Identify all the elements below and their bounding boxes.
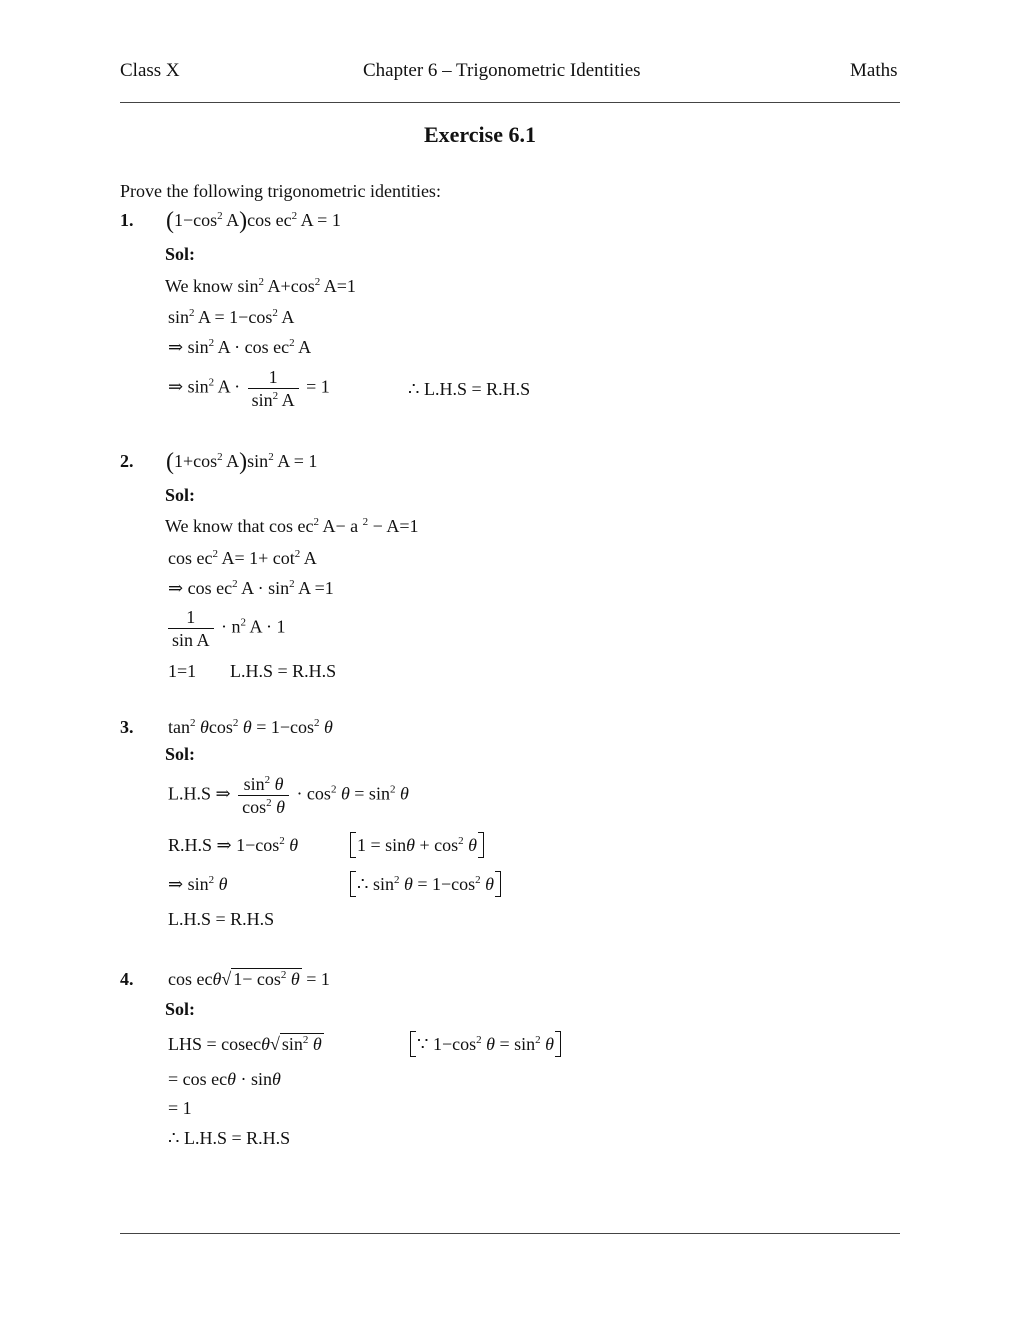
problem-2-step-4: $\frac{1}{\text{sin A}}$ · $n^2$ A · 1 — [168, 606, 286, 651]
problem-2-step-2: $\cos ec^2$ $A= 1+ \cot^2 A$ — [168, 548, 317, 568]
problem-3-sol-label: Sol: — [165, 744, 196, 764]
problem-1-step-3: ⇒ $\sin^2 A \cdot \cos ec^2$ A — [168, 337, 312, 357]
problem-1-conclusion: ∴ L.H.S = R.H.S — [408, 379, 531, 399]
problem-1-number: 1. — [120, 210, 134, 230]
problem-1-step-1: We know $\sin^2 A+\cos^2$ A=1 — [165, 276, 356, 296]
problem-2-conclusion: L.H.S = R.H.S — [230, 661, 337, 681]
problem-2-step-3: ⇒ $\cos ec^2$ $A \cdot \sin^2 A =1$ — [168, 578, 334, 598]
problem-1-step-4: ⇒ $\sin^2 A$ · $\frac{1}{\sin^2 A}$ = 1 — [168, 367, 330, 410]
intro-text: Prove the following trigonometric identities: — [120, 181, 441, 201]
header-class: Class X — [120, 60, 180, 81]
problem-4-bracket: ∵ $1-\cos^2$ $\theta = \sin^2 \theta$ — [410, 1033, 561, 1055]
header-chapter: Chapter 6 – Trigonometric Identities — [363, 60, 641, 81]
page-title: Exercise 6.1 — [423, 122, 536, 147]
problem-3-bracket-2: ∴ $\sin^2 \theta = 1-\cos^2$ θ — [350, 873, 501, 895]
problem-2-step-1: We know that $\cos ec^2$ A− a $^2$ − A=1 — [165, 516, 419, 536]
problem-3-bracket-1: $1 = \sin\theta + \cos^2 \theta$ — [350, 834, 484, 856]
problem-4-step-2: = cos ecθ · sinθ — [168, 1069, 281, 1089]
problem-4-step-1: LHS = cosecθ√ $\sin^2 \theta$ — [168, 1034, 322, 1054]
header-subject: Maths — [850, 60, 898, 81]
problem-3-conclusion: L.H.S = R.H.S — [168, 909, 275, 929]
problem-1-step-2: $\sin^2 A = 1-\cos^2$ A — [168, 307, 295, 327]
footer-rule — [120, 1233, 900, 1234]
header-rule — [120, 102, 900, 103]
problem-1-sol-label: Sol: — [165, 244, 196, 264]
problem-4-sol-label: Sol: — [165, 999, 196, 1019]
problem-3-step-1: L.H.S ⇒ $\frac{\sin^2 \theta}{\cos^2 \theta}$ · $\cos^2 \theta = \sin^2 \theta$ — [168, 774, 409, 817]
problem-2-sol-label: Sol: — [165, 485, 196, 505]
problem-3-number: 3. — [120, 717, 134, 737]
problem-1-statement: ($1-\cos^2$ A)cos $ec^2$ A = 1 — [166, 208, 341, 234]
problem-2-number: 2. — [120, 451, 134, 471]
problem-2-statement: ($1+\cos^2$ $A)\sin^2$ A = 1 — [166, 449, 318, 475]
problem-4-number: 4. — [120, 969, 134, 989]
problem-3-step-2: R.H.S ⇒ $1-\cos^2$ θ — [168, 835, 299, 855]
problem-4-step-3: = 1 — [168, 1098, 192, 1118]
problem-3-step-3: ⇒ $\sin^2 \theta$ — [168, 874, 228, 894]
problem-4-statement: cos ecθ√ $1- \cos^2 \theta = 1$ — [168, 969, 330, 989]
problem-4-conclusion: ∴ L.H.S = R.H.S — [168, 1128, 291, 1148]
problem-2-step-5: 1=1 — [168, 661, 197, 681]
problem-3-statement: $\tan^2 \theta\cos^2$ $\theta = 1-\cos^2$ θ — [168, 717, 333, 737]
